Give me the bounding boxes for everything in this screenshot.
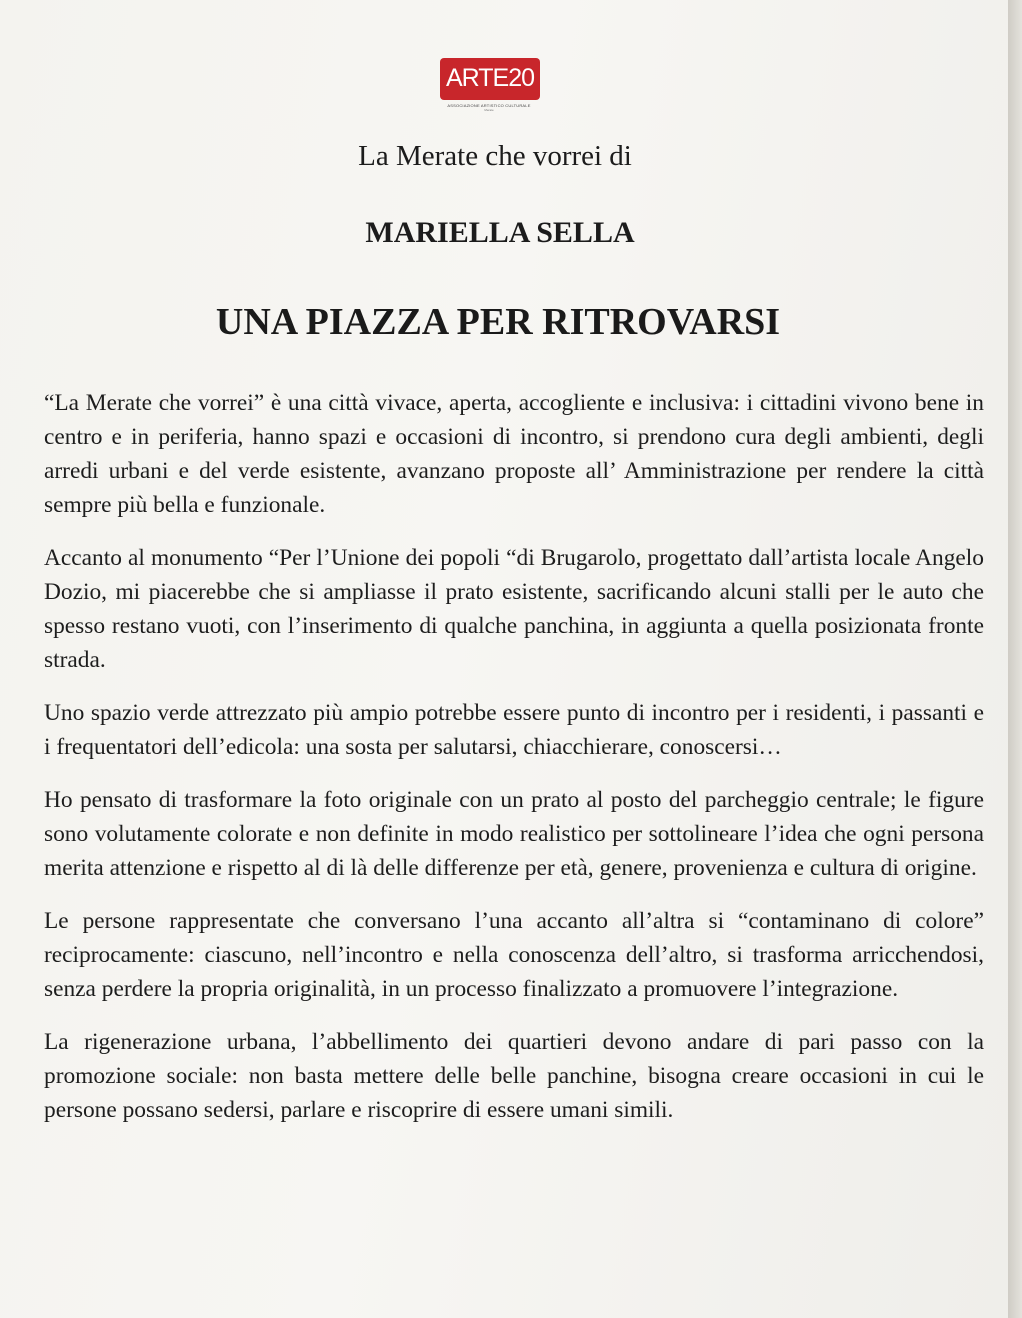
document-body bbox=[44, 386, 984, 1146]
paragraph: Le persone rappresentate che conversano l’una accanto all’altra si “contaminano di colore” reciprocamente: ciascuno, nell’incontro e nella conoscenza dell’altro, si trasforma arricchendosi, senza perdere la propria originalità, in un processo finalizzato a promuovere l’integrazione. bbox=[44, 908, 984, 1002]
paragraph: Uno spazio verde attrezzato più ampio potrebbe essere punto di incontro per i residenti, i passanti e i frequentatori dell’edicola: una sosta per salutarsi, chiacchierare, conoscersi… bbox=[44, 700, 984, 760]
page-edge bbox=[1008, 0, 1022, 1318]
author-name: MARIELLA SELLA bbox=[365, 216, 635, 249]
intro-line: La Merate che vorrei di bbox=[358, 140, 632, 172]
logo-mark: ARTE20 bbox=[440, 58, 540, 100]
document-title: UNA PIAZZA PER RITROVARSI bbox=[215, 301, 781, 343]
paragraph: Ho pensato di trasformare la foto originale con un prato al posto del parcheggio centrale; le figure sono volutamente colorate e non definite in modo realistico per sottolineare l’idea che ogni persona merita attenzione e rispetto al di là delle differenze per età, genere, provenienza e cultura di origine. bbox=[44, 787, 984, 881]
logo-subtitle: ASSOCIAZIONE ARTISTICO CULTURALE bbox=[447, 103, 531, 108]
logo-tagline: Merate bbox=[484, 108, 494, 112]
arte20-logo bbox=[440, 58, 538, 112]
paragraph: La rigenerazione urbana, l’abbellimento dei quartieri devono andare di pari passo con la promozione sociale: non basta mettere delle belle panchine, bisogna creare occasioni in cui le persone possano sedersi, parlare e riscoprire di essere umani simili. bbox=[44, 1029, 984, 1123]
paragraph: Accanto al monumento “Per l’Unione dei popoli “di Brugarolo, progettato dall’artista locale Angelo Dozio, mi piacerebbe che si ampliasse il prato esistente, sacrificando alcuni stalli per le auto che spesso restano vuoti, con l’inserimento di qualche panchina, in aggiunta a quella posizionata fronte strada. bbox=[44, 545, 984, 673]
paragraph: “La Merate che vorrei” è una città vivace, aperta, accogliente e inclusiva: i cittadini vivono bene in centro e in periferia, hanno spazi e occasioni di incontro, si prendono cura degli ambienti, degli arredi urbani e del verde esistente, avanzano proposte all’ Amministrazione per rendere la città sempre più bella e funzionale. bbox=[44, 390, 984, 518]
